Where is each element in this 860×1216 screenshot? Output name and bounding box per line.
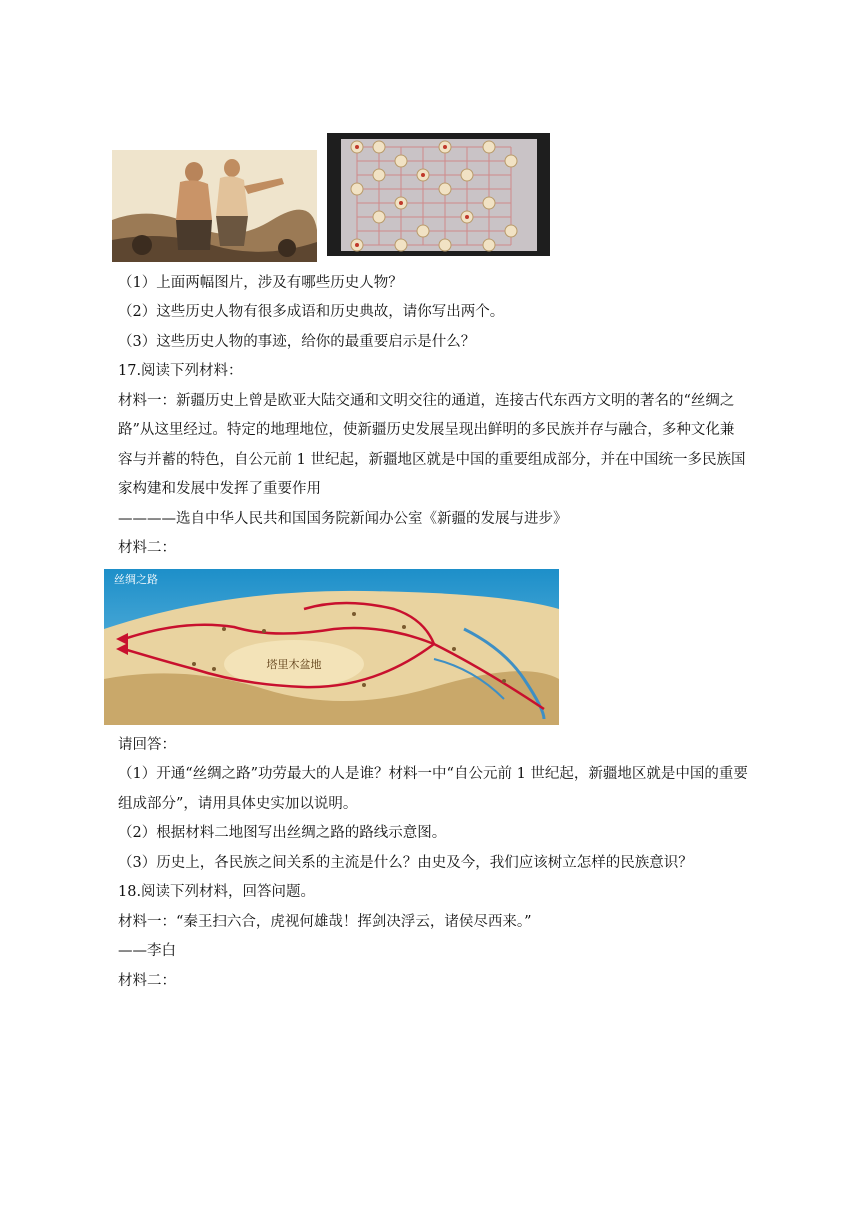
q17-material2-label: 材料二： <box>118 540 176 556</box>
q17-ask-label: 请回答： <box>118 737 176 753</box>
q17-title: 17.阅读下列材料： <box>118 363 243 379</box>
q18-material1: 材料一：“秦王扫六合，虎视何雄哉！挥剑决浮云，诸侯尽西来。” <box>118 914 532 930</box>
q16-sub-question-3: （3）这些历史人物的事迹，给你的最重要启示是什么？ <box>118 334 476 350</box>
q17-answer2: （2）根据材料二地图写出丝绸之路的路线示意图。 <box>118 825 447 841</box>
q17-material1-source: ————选自中华人民共和国国务院新闻办公室《新疆的发展与进步》 <box>118 511 568 527</box>
q16-sub-question-2: （2）这些历史人物有很多成语和历史典故，请你写出两个。 <box>118 304 505 320</box>
map-title: 丝绸之路 <box>114 573 158 586</box>
q17-answer1-line2: 组成部分”，请用具体史实加以说明。 <box>118 796 358 812</box>
q18-title: 18.阅读下列材料，回答问题。 <box>118 884 316 900</box>
q18-material1-source: ——李白 <box>118 943 176 959</box>
q17-material1-line2: 路”从这里经过。特定的地理地位，使新疆历史发展呈现出鲜明的多民族并存与融合，多种文化兼 <box>118 422 735 438</box>
historical-figures-picture <box>112 150 317 262</box>
q17-material1-line4: 家构建和发展中发挥了重要作用 <box>118 481 321 497</box>
q16-sub-question-1: （1）上面两幅图片，涉及有哪些历史人物？ <box>118 275 403 291</box>
chinese-chess-picture <box>327 133 550 256</box>
q18-material2-label: 材料二： <box>118 973 176 989</box>
silk-road-map <box>104 569 559 725</box>
q17-answer3: （3）历史上，各民族之间关系的主流是什么？由史及今，我们应该树立怎样的民族意识？ <box>118 855 693 871</box>
q17-answer1-line1: （1）开通“丝绸之路”功劳最大的人是谁？材料一中“自公元前 1 世纪起，新疆地区就是中国的重要 <box>118 766 748 782</box>
map-basin-label: 塔里木盆地 <box>266 658 322 671</box>
q17-material1-line3: 容与并蓄的特色，自公元前 1 世纪起，新疆地区就是中国的重要组成部分，并在中国统一多民族国 <box>118 452 746 468</box>
q17-material1-line1: 材料一：新疆历史上曾是欧亚大陆交通和文明交往的通道，连接古代东西方文明的著名的“丝绸之 <box>118 393 735 409</box>
